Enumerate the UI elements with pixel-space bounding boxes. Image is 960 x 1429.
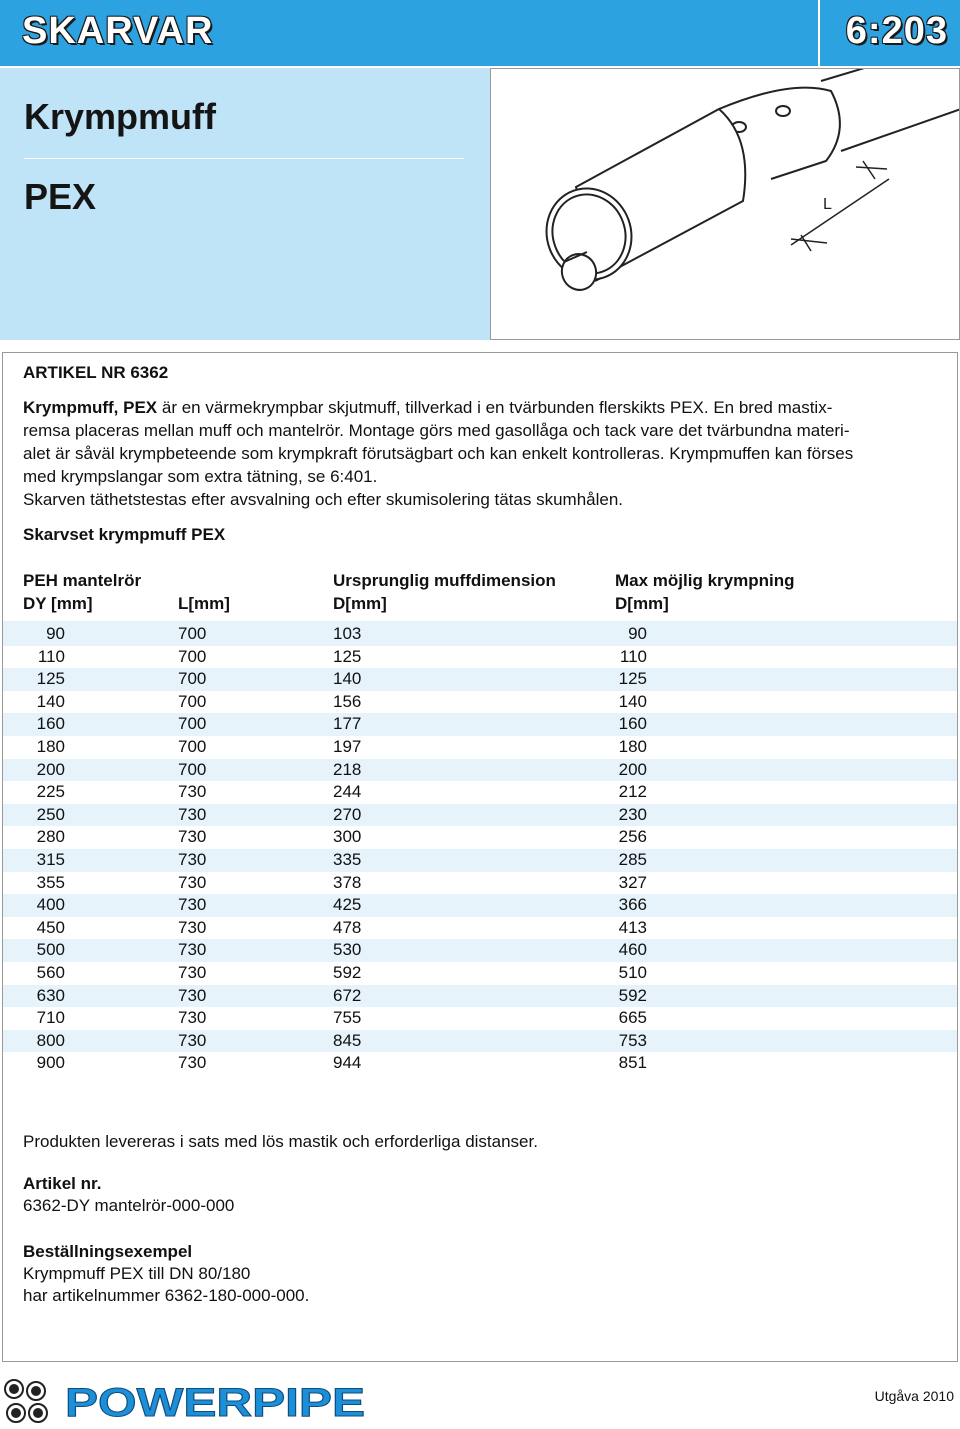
table-row [3, 759, 957, 782]
description-line-1 [23, 396, 948, 419]
table-row [3, 917, 957, 940]
cell-max-shrink-d: 200 [618, 759, 647, 779]
dimension-table [3, 623, 957, 1075]
cell-length: 730 [178, 872, 207, 892]
description-line-4: med krympslangar som extra tätning, se 6:401. [23, 467, 378, 486]
col-maxshrink-header [615, 569, 794, 615]
shrink-sleeve-illustration [491, 69, 959, 339]
cell-original-d: 140 [333, 669, 362, 689]
cell-max-shrink-d: 90 [628, 624, 647, 643]
cell-original-d: 478 [333, 917, 362, 937]
cell-dy: 450 [36, 917, 65, 937]
article-number-block [23, 1173, 234, 1217]
cell-max-shrink-d: 256 [618, 827, 647, 847]
powerpipe-logo [62, 1378, 368, 1422]
kit-title: Skarvset krympmuff PEX [23, 525, 226, 544]
edition-label: Utgåva 2010 [874, 1388, 954, 1404]
header-page-box [820, 0, 960, 66]
cell-dy: 140 [36, 691, 65, 711]
cell-max-shrink-d: 413 [618, 917, 647, 937]
cell-original-d: 944 [333, 1053, 362, 1073]
cell-original-d: 125 [333, 646, 362, 666]
cell-max-shrink-d: 366 [618, 895, 647, 915]
title-divider [24, 158, 464, 159]
description-line-5: Skarven täthetstestas efter avsvalning och efter skumisolering tätas skumhålen. [23, 490, 624, 509]
cell-max-shrink-d: 110 [619, 646, 647, 666]
cell-original-d: 244 [333, 782, 362, 802]
cell-length: 730 [178, 1008, 207, 1028]
cell-length: 700 [178, 691, 207, 711]
header-category-bar [0, 0, 820, 66]
cell-original-d: 300 [333, 827, 362, 847]
cell-length: 700 [178, 669, 207, 689]
table-row [3, 668, 957, 691]
cell-length: 730 [178, 917, 207, 937]
table-row [3, 804, 957, 827]
cell-length: 700 [178, 646, 207, 666]
cell-length: 730 [178, 985, 207, 1005]
cell-dy: 250 [36, 804, 65, 824]
cell-original-d: 177 [333, 714, 362, 734]
cell-dy: 400 [36, 895, 65, 915]
cell-max-shrink-d: 510 [618, 962, 647, 982]
header-category: SKARVAR [22, 10, 214, 52]
cell-original-d: 218 [333, 759, 362, 779]
cell-max-shrink-d: 212 [618, 782, 647, 802]
order-example-block [23, 1241, 309, 1307]
description-line-3: alet är såväl krympbeteende som krympkraft förutsägbart och kan enkelt kontrolleras. Krympmuffen kan förses [23, 444, 854, 463]
cell-original-d: 845 [333, 1030, 362, 1050]
cell-max-shrink-d: 160 [618, 714, 647, 734]
description-line-2: remsa placeras mellan muff och mantelrör. Montage görs med gasollåga och tack vare det tvärbundna materi- [23, 421, 850, 440]
article-description [23, 396, 948, 511]
page-subtitle: PEX [24, 176, 97, 217]
cell-dy: 280 [36, 827, 65, 847]
col-original-header-line2: D[mm] [333, 594, 387, 613]
col-original-header [333, 569, 556, 615]
cell-length: 700 [178, 714, 207, 734]
table-row [3, 985, 957, 1008]
table-row [3, 826, 957, 849]
cell-length: 700 [178, 759, 207, 779]
table-row [3, 962, 957, 985]
cell-length: 700 [178, 624, 207, 643]
cell-length: 730 [178, 827, 207, 847]
order-example-line-1: Krympmuff PEX till DN 80/180 [23, 1264, 251, 1283]
sleeve-drawing [490, 68, 960, 340]
cell-dy: 200 [36, 759, 65, 779]
cell-max-shrink-d: 665 [618, 1008, 647, 1028]
article-heading: ARTIKEL NR 6362 [23, 363, 169, 382]
table-row [3, 894, 957, 917]
cell-original-d: 378 [333, 872, 362, 892]
cell-length: 730 [178, 804, 207, 824]
cell-original-d: 156 [333, 691, 362, 711]
order-example-line-2: har artikelnummer 6362-180-000-000. [23, 1286, 310, 1305]
table-row [3, 736, 957, 759]
cell-dy: 900 [36, 1053, 65, 1073]
cell-dy: 630 [36, 985, 65, 1005]
cell-dy: 560 [36, 962, 65, 982]
table-row [3, 713, 957, 736]
cell-original-d: 270 [333, 804, 362, 824]
cell-max-shrink-d: 285 [618, 849, 647, 869]
cell-original-d: 672 [333, 985, 362, 1005]
col-l-header: L[mm] [178, 594, 230, 613]
table-row [3, 849, 957, 872]
cell-max-shrink-d: 851 [618, 1053, 647, 1073]
cell-max-shrink-d: 753 [618, 1030, 647, 1050]
cell-dy: 800 [36, 1030, 65, 1050]
powerpipe-emblem-icon [0, 1375, 52, 1427]
col-maxshrink-header-line2: D[mm] [615, 594, 669, 613]
cell-dy: 160 [36, 714, 65, 734]
col-dy-header [23, 569, 141, 615]
cell-original-d: 197 [333, 736, 362, 756]
content-box [2, 352, 958, 1362]
cell-dy: 315 [36, 849, 65, 869]
cell-original-d: 335 [333, 849, 362, 869]
cell-length: 730 [178, 1030, 207, 1050]
cell-max-shrink-d: 592 [618, 985, 647, 1005]
cell-original-d: 592 [333, 962, 362, 982]
cell-dy: 110 [37, 646, 65, 666]
cell-length: 730 [178, 1053, 207, 1073]
logo-wordmark: POWERPIPE [65, 1381, 365, 1422]
table-row [3, 1030, 957, 1053]
table-row [3, 691, 957, 714]
table-row [3, 781, 957, 804]
cell-original-d: 755 [333, 1008, 362, 1028]
cell-length: 730 [178, 849, 207, 869]
cell-dy: 355 [36, 872, 65, 892]
cell-max-shrink-d: 180 [618, 736, 647, 756]
table-row [3, 939, 957, 962]
article-number-value: 6362-DY mantelrör-000-000 [23, 1196, 235, 1215]
col-original-header-line1: Ursprunglig muffdimension [333, 571, 556, 590]
cell-original-d: 103 [333, 624, 362, 643]
cell-max-shrink-d: 230 [618, 804, 647, 824]
table-row [3, 646, 957, 669]
cell-original-d: 425 [333, 895, 362, 915]
cell-max-shrink-d: 327 [618, 872, 647, 892]
cell-dy: 180 [36, 736, 65, 756]
cell-dy: 225 [36, 782, 65, 802]
page-title: Krympmuff [24, 96, 217, 137]
cell-length: 700 [178, 736, 207, 756]
description-line-1-rest: är en värmekrympbar skjutmuff, tillverkad i en tvärbunden flerskikts PEX. En bred mastix- [157, 398, 833, 417]
table-row [3, 623, 957, 646]
table-row [3, 1052, 957, 1075]
cell-max-shrink-d: 125 [618, 669, 647, 689]
title-panel [0, 68, 490, 340]
col-dy-header-line2: DY [mm] [23, 594, 93, 613]
dimension-label-L: L [823, 196, 832, 213]
cell-dy: 710 [36, 1008, 65, 1028]
product-name-bold: Krympmuff, PEX [23, 398, 158, 417]
col-maxshrink-header-line1: Max möjlig krympning [615, 571, 795, 590]
delivery-note: Produkten levereras i sats med lös mastik och erforderliga distanser. [23, 1132, 538, 1151]
cell-length: 730 [178, 782, 207, 802]
cell-max-shrink-d: 140 [618, 691, 647, 711]
table-row [3, 872, 957, 895]
cell-length: 730 [178, 895, 207, 915]
table-row [3, 1007, 957, 1030]
cell-dy: 90 [46, 624, 65, 643]
cell-dy: 500 [36, 940, 65, 960]
article-number-label: Artikel nr. [23, 1174, 102, 1193]
cell-length: 730 [178, 940, 207, 960]
page-number: 6:203 [845, 10, 948, 52]
col-dy-header-line1: PEH mantelrör [23, 571, 142, 590]
cell-original-d: 530 [333, 940, 362, 960]
cell-max-shrink-d: 460 [618, 940, 647, 960]
order-example-label: Beställningsexempel [23, 1242, 193, 1261]
cell-dy: 125 [36, 669, 65, 689]
cell-length: 730 [178, 962, 207, 982]
